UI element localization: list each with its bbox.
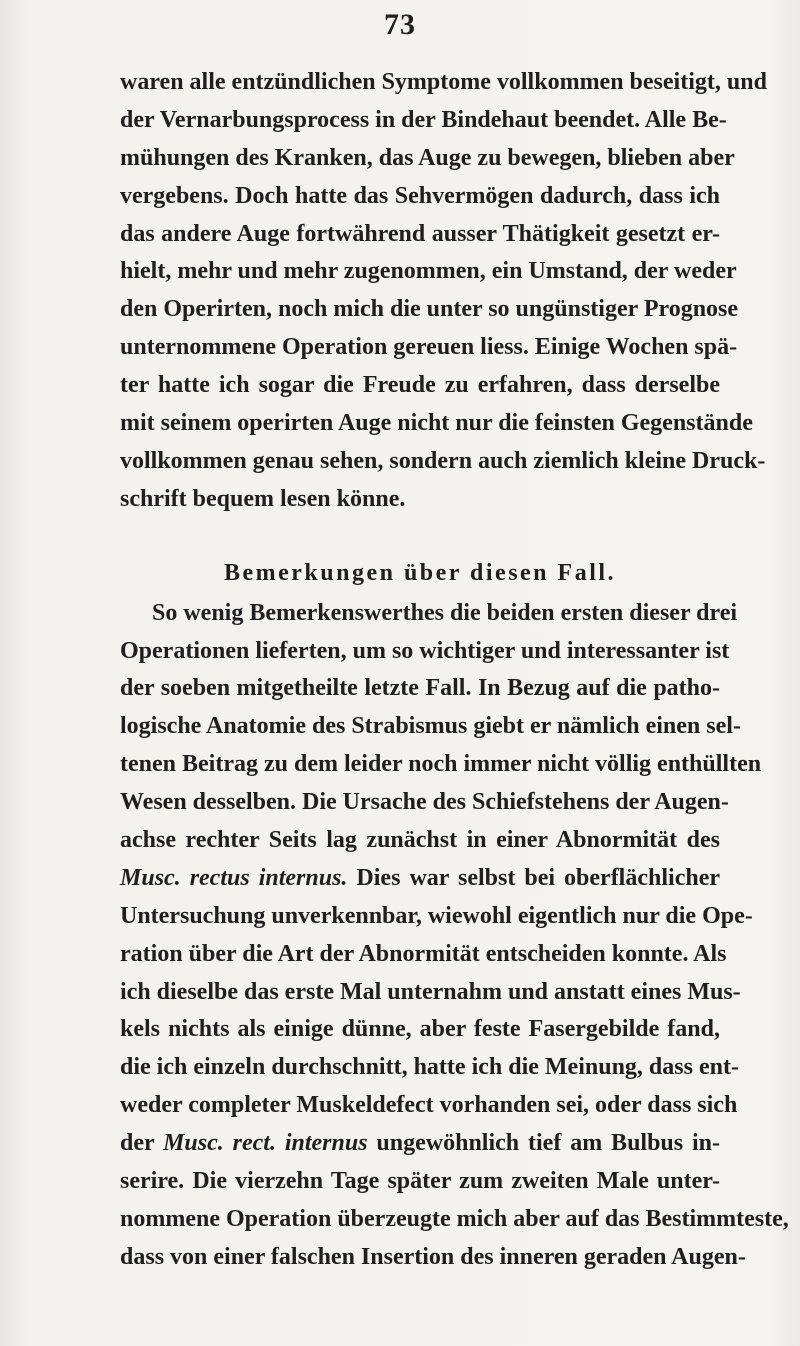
- latin-term: Musc. rect. internus: [163, 1130, 368, 1157]
- text-line: den Operirten, noch mich die unter so ungünstiger Prognose: [120, 296, 739, 323]
- text-fragment: Dies war selbst bei oberflächlicher: [347, 864, 720, 891]
- page-number: 73: [384, 8, 416, 41]
- text-line: logische Anatomie des Strabismus giebt er nämlich einen sel-: [120, 713, 741, 740]
- text-line: serire. Die vierzehn Tage später zum zweiten Male unter-: [120, 1168, 720, 1195]
- text-line: tenen Beitrag zu dem leider noch immer nicht völlig enthüllten: [120, 751, 762, 778]
- text-fragment: ungewöhnlich tief am Bulbus in-: [367, 1130, 720, 1157]
- text-line: ich dieselbe das erste Mal unternahm und anstatt eines Mus-: [120, 978, 741, 1005]
- text-line: waren alle entzündlichen Symptome vollkommen beseitigt, und: [120, 69, 767, 95]
- text-line: das andere Auge fortwährend ausser Thätigkeit gesetzt er-: [120, 220, 720, 247]
- text-line: mühungen des Kranken, das Auge zu bewegen, blieben aber: [120, 144, 735, 171]
- text-line: dass von einer falschen Insertion des inneren geraden Augen-: [120, 1243, 746, 1270]
- paragraph-1: [120, 64, 767, 519]
- text-line: mit seinem operirten Auge nicht nur die feinsten Gegenstände: [120, 410, 753, 437]
- text-line: kels nichts als einige dünne, aber feste Fasergebilde fand,: [120, 1016, 720, 1043]
- text-line: ration über die Art der Abnormität entscheiden konnte. Als: [120, 940, 727, 967]
- text-line: hielt, mehr und mehr zugenommen, ein Umstand, der weder: [120, 258, 737, 285]
- latin-term: Musc. rectus internus.: [120, 864, 348, 891]
- text-line: ter hatte ich sogar die Freude zu erfahren, dass derselbe: [120, 372, 720, 399]
- text-line: unternommene Operation gereuen liess. Einige Wochen spä-: [120, 334, 738, 361]
- text-line: schrift bequem lesen könne.: [120, 485, 406, 512]
- text-line: [120, 860, 720, 898]
- text-line: Operationen lieferten, um so wichtiger und interessanter ist: [120, 637, 730, 664]
- text-line: vollkommen genau sehen, sondern auch ziemlich kleine Druck-: [120, 447, 766, 474]
- text-line: die ich einzeln durchschnitt, hatte ich die Meinung, dass ent-: [120, 1054, 739, 1081]
- paragraph-2: [120, 595, 789, 1277]
- text-line: Untersuchung unverkennbar, wiewohl eigentlich nur die Ope-: [120, 902, 753, 929]
- text-line: vergebens. Doch hatte das Sehvermögen dadurch, dass ich: [120, 182, 720, 209]
- text-line: nommene Operation überzeugte mich aber auf das Bestimmteste,: [120, 1205, 789, 1232]
- text-line: [120, 1125, 720, 1163]
- text-line: der Vernarbungsprocess in der Bindehaut beendet. Alle Be-: [120, 106, 727, 133]
- text-line: Wesen desselben. Die Ursache des Schiefstehens der Augen-: [120, 789, 729, 816]
- text-fragment: der: [120, 1130, 164, 1157]
- body-text: [120, 64, 789, 1277]
- text-line: der soeben mitgetheilte letzte Fall. In Bezug auf die patho-: [120, 675, 720, 702]
- text-line: achse rechter Seits lag zunächst in einer Abnormität des: [120, 827, 720, 854]
- text-line: So wenig Bemerkenswerthes die beiden ersten dieser drei: [152, 599, 738, 626]
- text-line: weder completer Muskeldefect vorhanden sei, oder dass sich: [120, 1092, 738, 1119]
- section-heading: Bemerkungen über diesen Fall.: [223, 559, 617, 586]
